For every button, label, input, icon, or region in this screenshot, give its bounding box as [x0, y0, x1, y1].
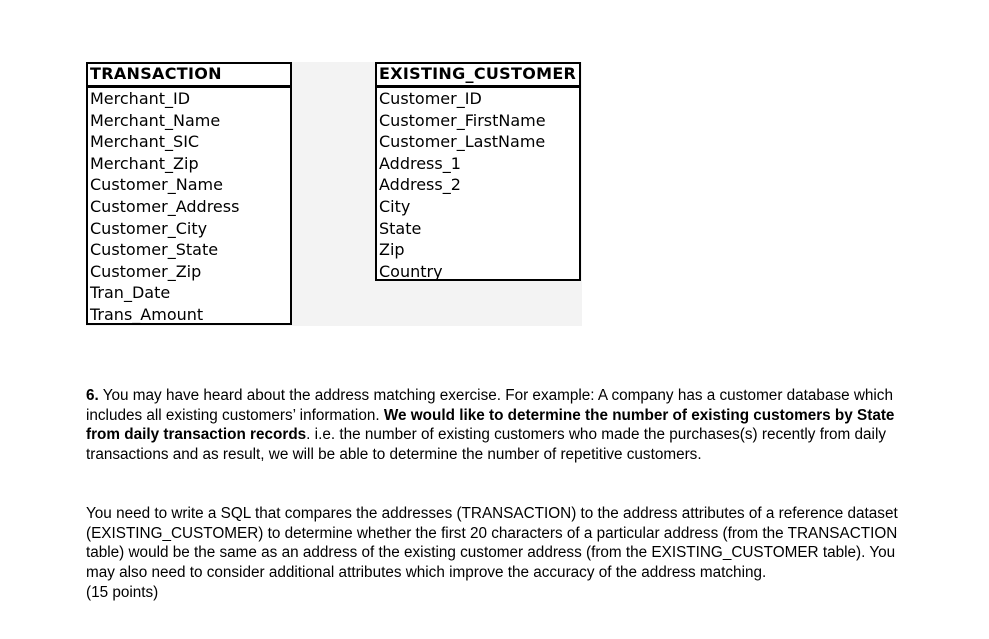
question-6-instructions — [86, 504, 916, 603]
field-row: Customer_FirstName — [379, 110, 546, 130]
question-intro-end: . i.e. the number of existing customers who made the purchases(s) recently from daily transactions and as result, we will be able to determine the number of repetitive customers. — [86, 426, 887, 464]
question-number: 6. — [86, 387, 99, 404]
field-row: Customer_Address — [90, 196, 240, 216]
transaction-fields — [88, 88, 290, 326]
field-row: City — [379, 196, 411, 216]
question-intro: You may have heard about the address matching exercise. For example: A company has a customer database which includes all existing customers’ information. — [86, 387, 893, 424]
field-row: Customer_City — [90, 218, 208, 238]
field-row: Tran_Date — [90, 283, 171, 303]
question-6-paragraph — [86, 386, 916, 465]
existing-customer-table — [375, 62, 581, 281]
points-label: (15 points) — [86, 583, 159, 601]
field-row: Merchant_SIC — [90, 132, 200, 152]
field-row: Zip — [379, 240, 405, 260]
question-emphasis: We would like to determine the number of existing customers by State from daily transaction records — [86, 406, 895, 444]
field-row: Customer_ID — [379, 89, 482, 108]
field-row: State — [379, 218, 422, 238]
field-row: Customer_Name — [90, 175, 223, 195]
field-row: Customer_Zip — [90, 261, 202, 281]
field-row: Address_2 — [379, 175, 461, 195]
transaction-table — [86, 62, 292, 325]
field-row: Trans_Amount — [90, 304, 204, 324]
field-row: Merchant_Zip — [90, 153, 199, 173]
existing-customer-table-title: EXISTING_CUSTOMER — [377, 64, 579, 88]
field-row: Merchant_ID — [90, 89, 191, 108]
field-row: Customer_State — [90, 240, 219, 260]
existing-customer-fields — [377, 88, 579, 282]
field-row: Customer_LastName — [379, 132, 546, 152]
field-row: Address_1 — [379, 153, 461, 173]
field-row: Merchant_Name — [90, 110, 221, 130]
transaction-table-title: TRANSACTION — [88, 64, 290, 88]
field-row: Country — [379, 261, 443, 281]
instructions-text: You need to write a SQL that compares the addresses (TRANSACTION) to the address attributes of a reference dataset (EXISTING_CUSTOMER) to determine whether the first 20 characters of a particular address (from the TRANSACTION table) would be the same as an address of the existing customer address (from the EXISTING_CUSTOMER table). You may also need to consider additional attributes which improve the accuracy of the address matching. — [86, 505, 898, 582]
